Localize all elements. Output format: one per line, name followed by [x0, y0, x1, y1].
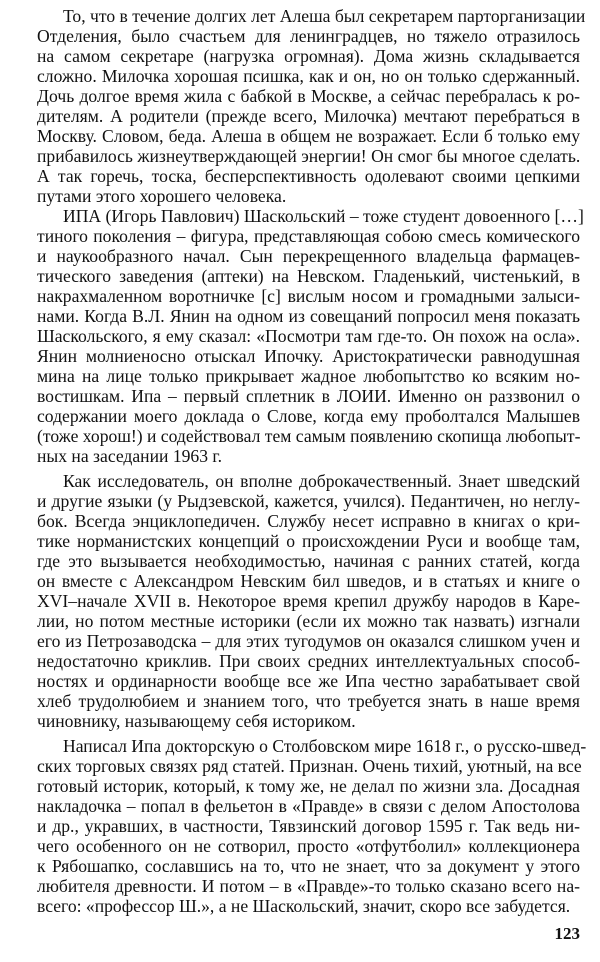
text-line: (тоже хорош!) и содействовал тем самым появлению скопища любопыт-	[37, 426, 581, 446]
text-line: лии, но потом местные историки (если их можно так назвать) изгнали	[37, 611, 580, 631]
text-line: и другие языки (у Рыдзевской, кажется, учился). Педантичен, но неглу-	[37, 491, 580, 511]
text-line: ностях и ординарности вообще все же Ипа честно зарабатывает свой	[37, 671, 580, 691]
text-line: То, что в течение долгих лет Алеша был секретарем парторганизации	[63, 6, 586, 26]
text-line: путами этого хорошего человека.	[37, 186, 287, 206]
text-line: ИПА (Игорь Павлович) Шаскольский – тоже студент довоенного […]	[63, 206, 584, 226]
text-line: он вместе с Александром Невским бил шведов, и в статьях и книге о	[37, 571, 580, 591]
text-line: бок. Всегда энциклопедичен. Службу несет исправно в книгах о кри-	[37, 511, 580, 531]
text-line: к Рябошапко, сославшись на то, что не знает, что за документ у этого	[37, 856, 580, 876]
text-line: прибавилось жизнеутверждающей энергии! Он смог бы многое сделать.	[37, 146, 581, 166]
text-line: и наукообразного начал. Сын перекрещенного владельца фармацев-	[37, 246, 580, 266]
text-line: Дочь долгое время жила с бабкой в Москве, а сейчас перебралась к ро-	[37, 86, 580, 106]
text-line: сложно. Милочка хорошая псишка, как и он, но он только сдержанный.	[37, 66, 580, 86]
text-line: востишкам. Ипа – первый сплетник в ЛОИИ. Именно он раззвонил о	[37, 386, 580, 406]
text-line: Как исследователь, он вполне доброкачественный. Знает шведский	[63, 471, 580, 491]
text-line: XVI–начале XVII в. Некоторое время крепил дружбу народов в Каре-	[37, 591, 580, 611]
text-line: готовый историк, который, к тому же, не делал по жизни зла. Досадная	[37, 776, 580, 796]
text-line: Шаскольского, я ему сказал: «Посмотри там где-то. Он похож на осла».	[37, 326, 580, 346]
text-line: тике норманистских концепций о происхождении Руси и вообще там,	[37, 531, 580, 551]
text-line: чего особенного он не сотворил, просто «отфутболил» коллекционера	[37, 836, 580, 856]
text-line: на самом секретаре (нагрузка огромная). Дома жизнь складывается	[37, 46, 580, 66]
text-line: недостаточно криклив. При своих средних интеллектуальных способ-	[37, 651, 580, 671]
text-line: накладочка – попал в фельетон в «Правде» в связи с делом Апостолова	[37, 796, 580, 816]
text-line: содержании моего доклада о Слове, когда ему проболтался Малышев	[37, 406, 580, 426]
text-line: Москву. Словом, беда. Алеша в общем не возражает. Если б только ему	[37, 126, 580, 146]
text-line: мина на лице только прикрывает жадное любопытство ко всяким но-	[37, 366, 580, 386]
text-line: Отделения, было счастьем для ленинградцев, но тяжело отразилось	[37, 26, 580, 46]
text-line: его из Петрозаводска – для этих тугодумов он оказался слишком учен и	[37, 631, 580, 651]
text-line: хлеб трудолюбием и знанием того, что требуется знать в наше время	[37, 691, 580, 711]
text-line: тического заведения (аптеки) на Невском. Гладенький, чистенький, в	[37, 266, 580, 286]
text-line: накрахмаленном воротничке [с] вислым носом и громадными залыси-	[37, 286, 580, 306]
text-line: Янин молниеносно отыскал Ипочку. Аристократически равнодушная	[37, 346, 580, 366]
text-line: где это вызывается необходимостью, начиная с ранних статей, когда	[37, 551, 580, 571]
text-line: всего: «профессор Ш.», а не Шаскольский, значит, скоро все забудется.	[37, 896, 571, 916]
text-line: нами. Когда В.Л. Янин на одном из совещаний попросил меня показать	[37, 306, 580, 326]
text-line: любителя древности. И потом – в «Правде»-то только сказано всего на-	[37, 876, 580, 896]
text-line: Написал Ипа докторскую о Столбовском мире 1618 г., о русско-швед-	[63, 736, 587, 756]
text-line: дителям. А родители (прежде всего, Милочка) мечтают перебраться в	[37, 106, 580, 126]
text-line: ных на заседании 1963 г.	[37, 446, 223, 466]
text-line: тиного поколения – фигура, представляющая собою смесь комического	[37, 226, 580, 246]
text-line: ских торговых связях ряд статей. Признан. Очень тихий, уютный, на все	[37, 756, 582, 776]
text-line: и др., укравших, в частности, Тявзинский договор 1595 г. Так ведь ни-	[37, 816, 580, 836]
text-line: А так горечь, тоска, бесперспективность одолевают своими цепкими	[37, 166, 580, 186]
page-number: 123	[554, 924, 580, 943]
text-line: чиновнику, называющему себя историком.	[37, 711, 356, 731]
